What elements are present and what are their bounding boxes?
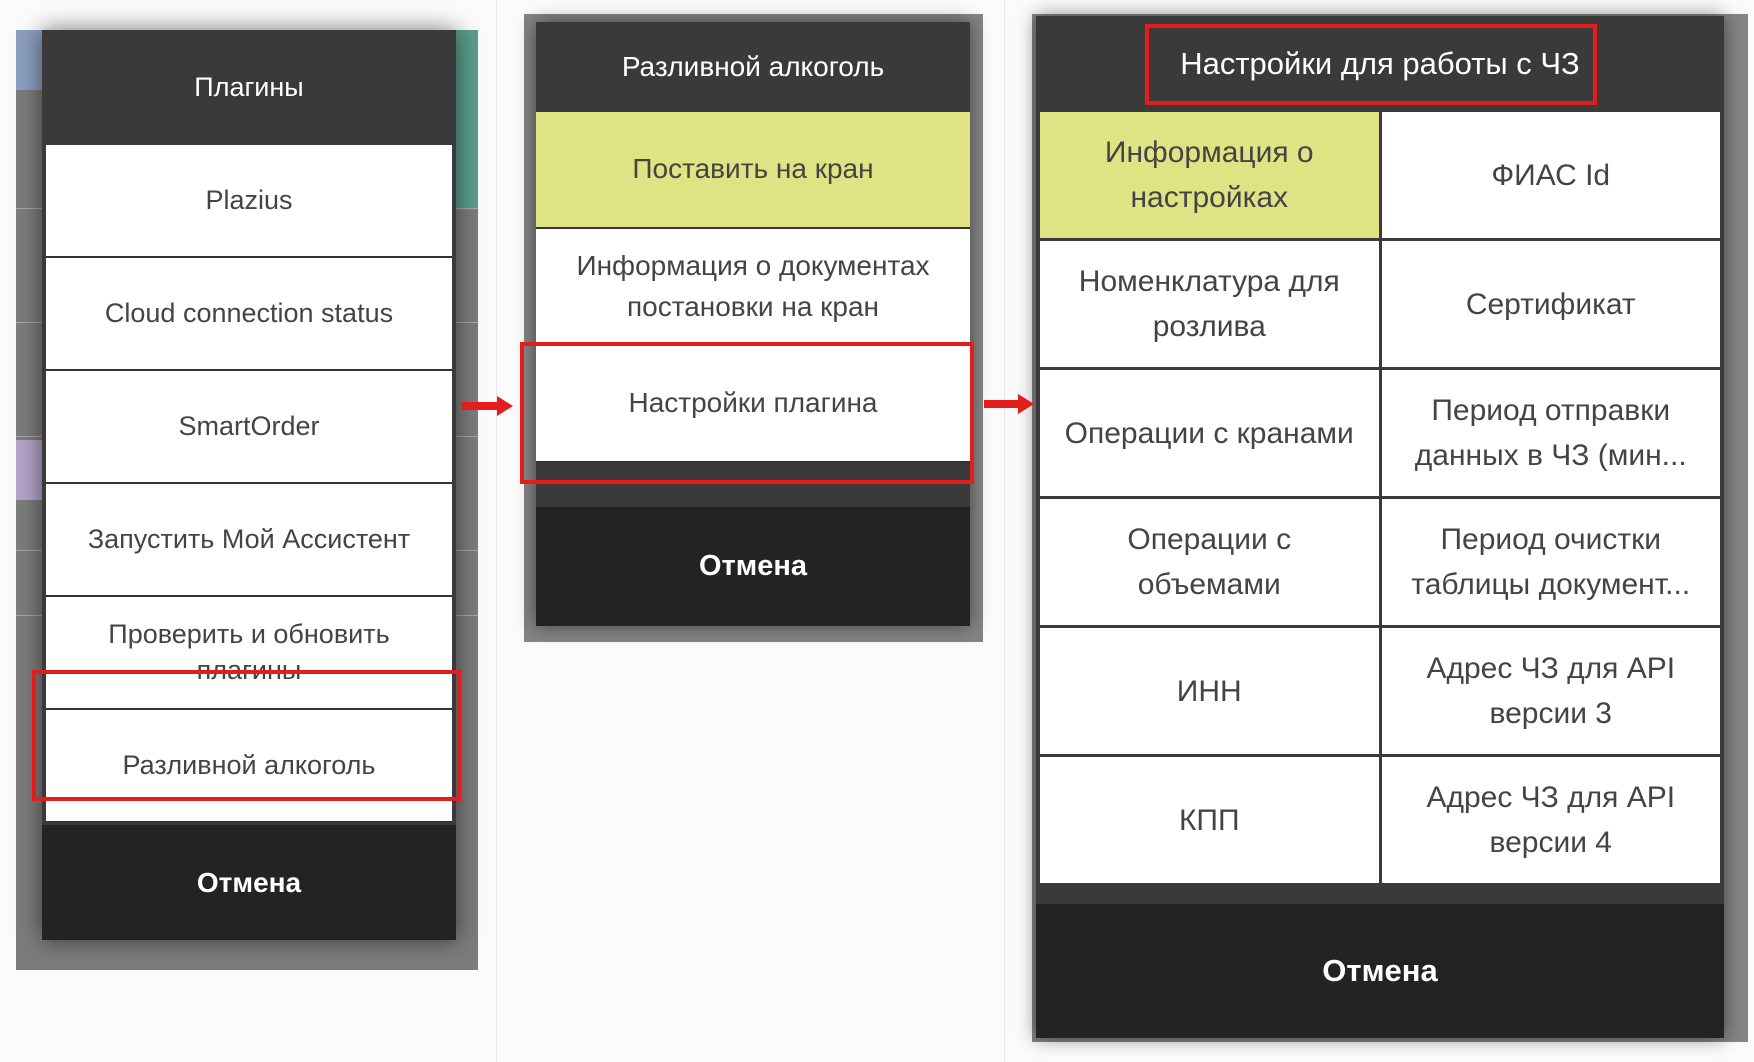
backdrop-accent-blue [16, 30, 44, 90]
draft-alcohol-menu [536, 112, 970, 463]
plugin-item-run-assistant[interactable]: Запустить Мой Ассистент [46, 484, 452, 597]
setting-api-v4-address[interactable]: Адрес ЧЗ для API версии 4 [1382, 757, 1721, 883]
setting-api-v3-address[interactable]: Адрес ЧЗ для API версии 3 [1382, 628, 1721, 754]
plugin-item-check-update-plugins[interactable]: Проверить и обновить плагины [46, 597, 452, 710]
menu-item-plugin-settings[interactable]: Настройки плагина [536, 346, 970, 463]
plugins-list [46, 145, 452, 823]
plugin-item-plazius[interactable]: Plazius [46, 145, 452, 258]
setting-fias-id[interactable]: ФИАС Id [1382, 112, 1721, 238]
panel-separator-2 [1004, 0, 1005, 1062]
setting-inn[interactable]: ИНН [1040, 628, 1379, 754]
menu-item-tap-documents-info[interactable]: Информация о документах постановки на кран [536, 229, 970, 346]
plugins-dialog-title: Плагины [194, 72, 304, 102]
setting-kpp[interactable]: КПП [1040, 757, 1379, 883]
plugin-item-smartorder[interactable]: SmartOrder [46, 371, 452, 484]
draft-alcohol-cancel-button[interactable]: Отмена [536, 507, 970, 626]
setting-certificate[interactable]: Сертификат [1382, 241, 1721, 367]
plugin-item-draft-alcohol[interactable]: Разливной алкоголь [46, 710, 452, 823]
plugins-cancel-button[interactable]: Отмена [42, 825, 456, 940]
setting-pour-nomenclature[interactable]: Номенклатура для розлива [1040, 241, 1379, 367]
plugins-dialog [42, 30, 456, 940]
setting-send-period[interactable]: Период отправки данных в ЧЗ (мин... [1382, 370, 1721, 496]
setting-settings-info[interactable]: Информация о настройках [1040, 112, 1379, 238]
chz-settings-grid [1040, 112, 1720, 883]
panel-separator-1 [496, 0, 497, 1062]
plugin-item-cloud-connection-status[interactable]: Cloud connection status [46, 258, 452, 371]
setting-volume-operations[interactable]: Операции с объемами [1040, 499, 1379, 625]
chz-settings-cancel-button[interactable]: Отмена [1036, 904, 1724, 1038]
arrow-right-icon [984, 400, 1020, 408]
backdrop-accent-purple [16, 440, 44, 500]
draft-alcohol-dialog-title: Разливной алкоголь [621, 51, 885, 82]
menu-item-put-on-tap[interactable]: Поставить на кран [536, 112, 970, 229]
draft-alcohol-dialog [536, 22, 970, 626]
setting-tap-operations[interactable]: Операции с кранами [1040, 370, 1379, 496]
arrow-right-icon [461, 402, 499, 410]
chz-settings-dialog [1036, 16, 1724, 1038]
setting-cleanup-period[interactable]: Период очистки таблицы документ... [1382, 499, 1721, 625]
chz-settings-dialog-title: Настройки для работы с ЧЗ [1180, 46, 1580, 81]
